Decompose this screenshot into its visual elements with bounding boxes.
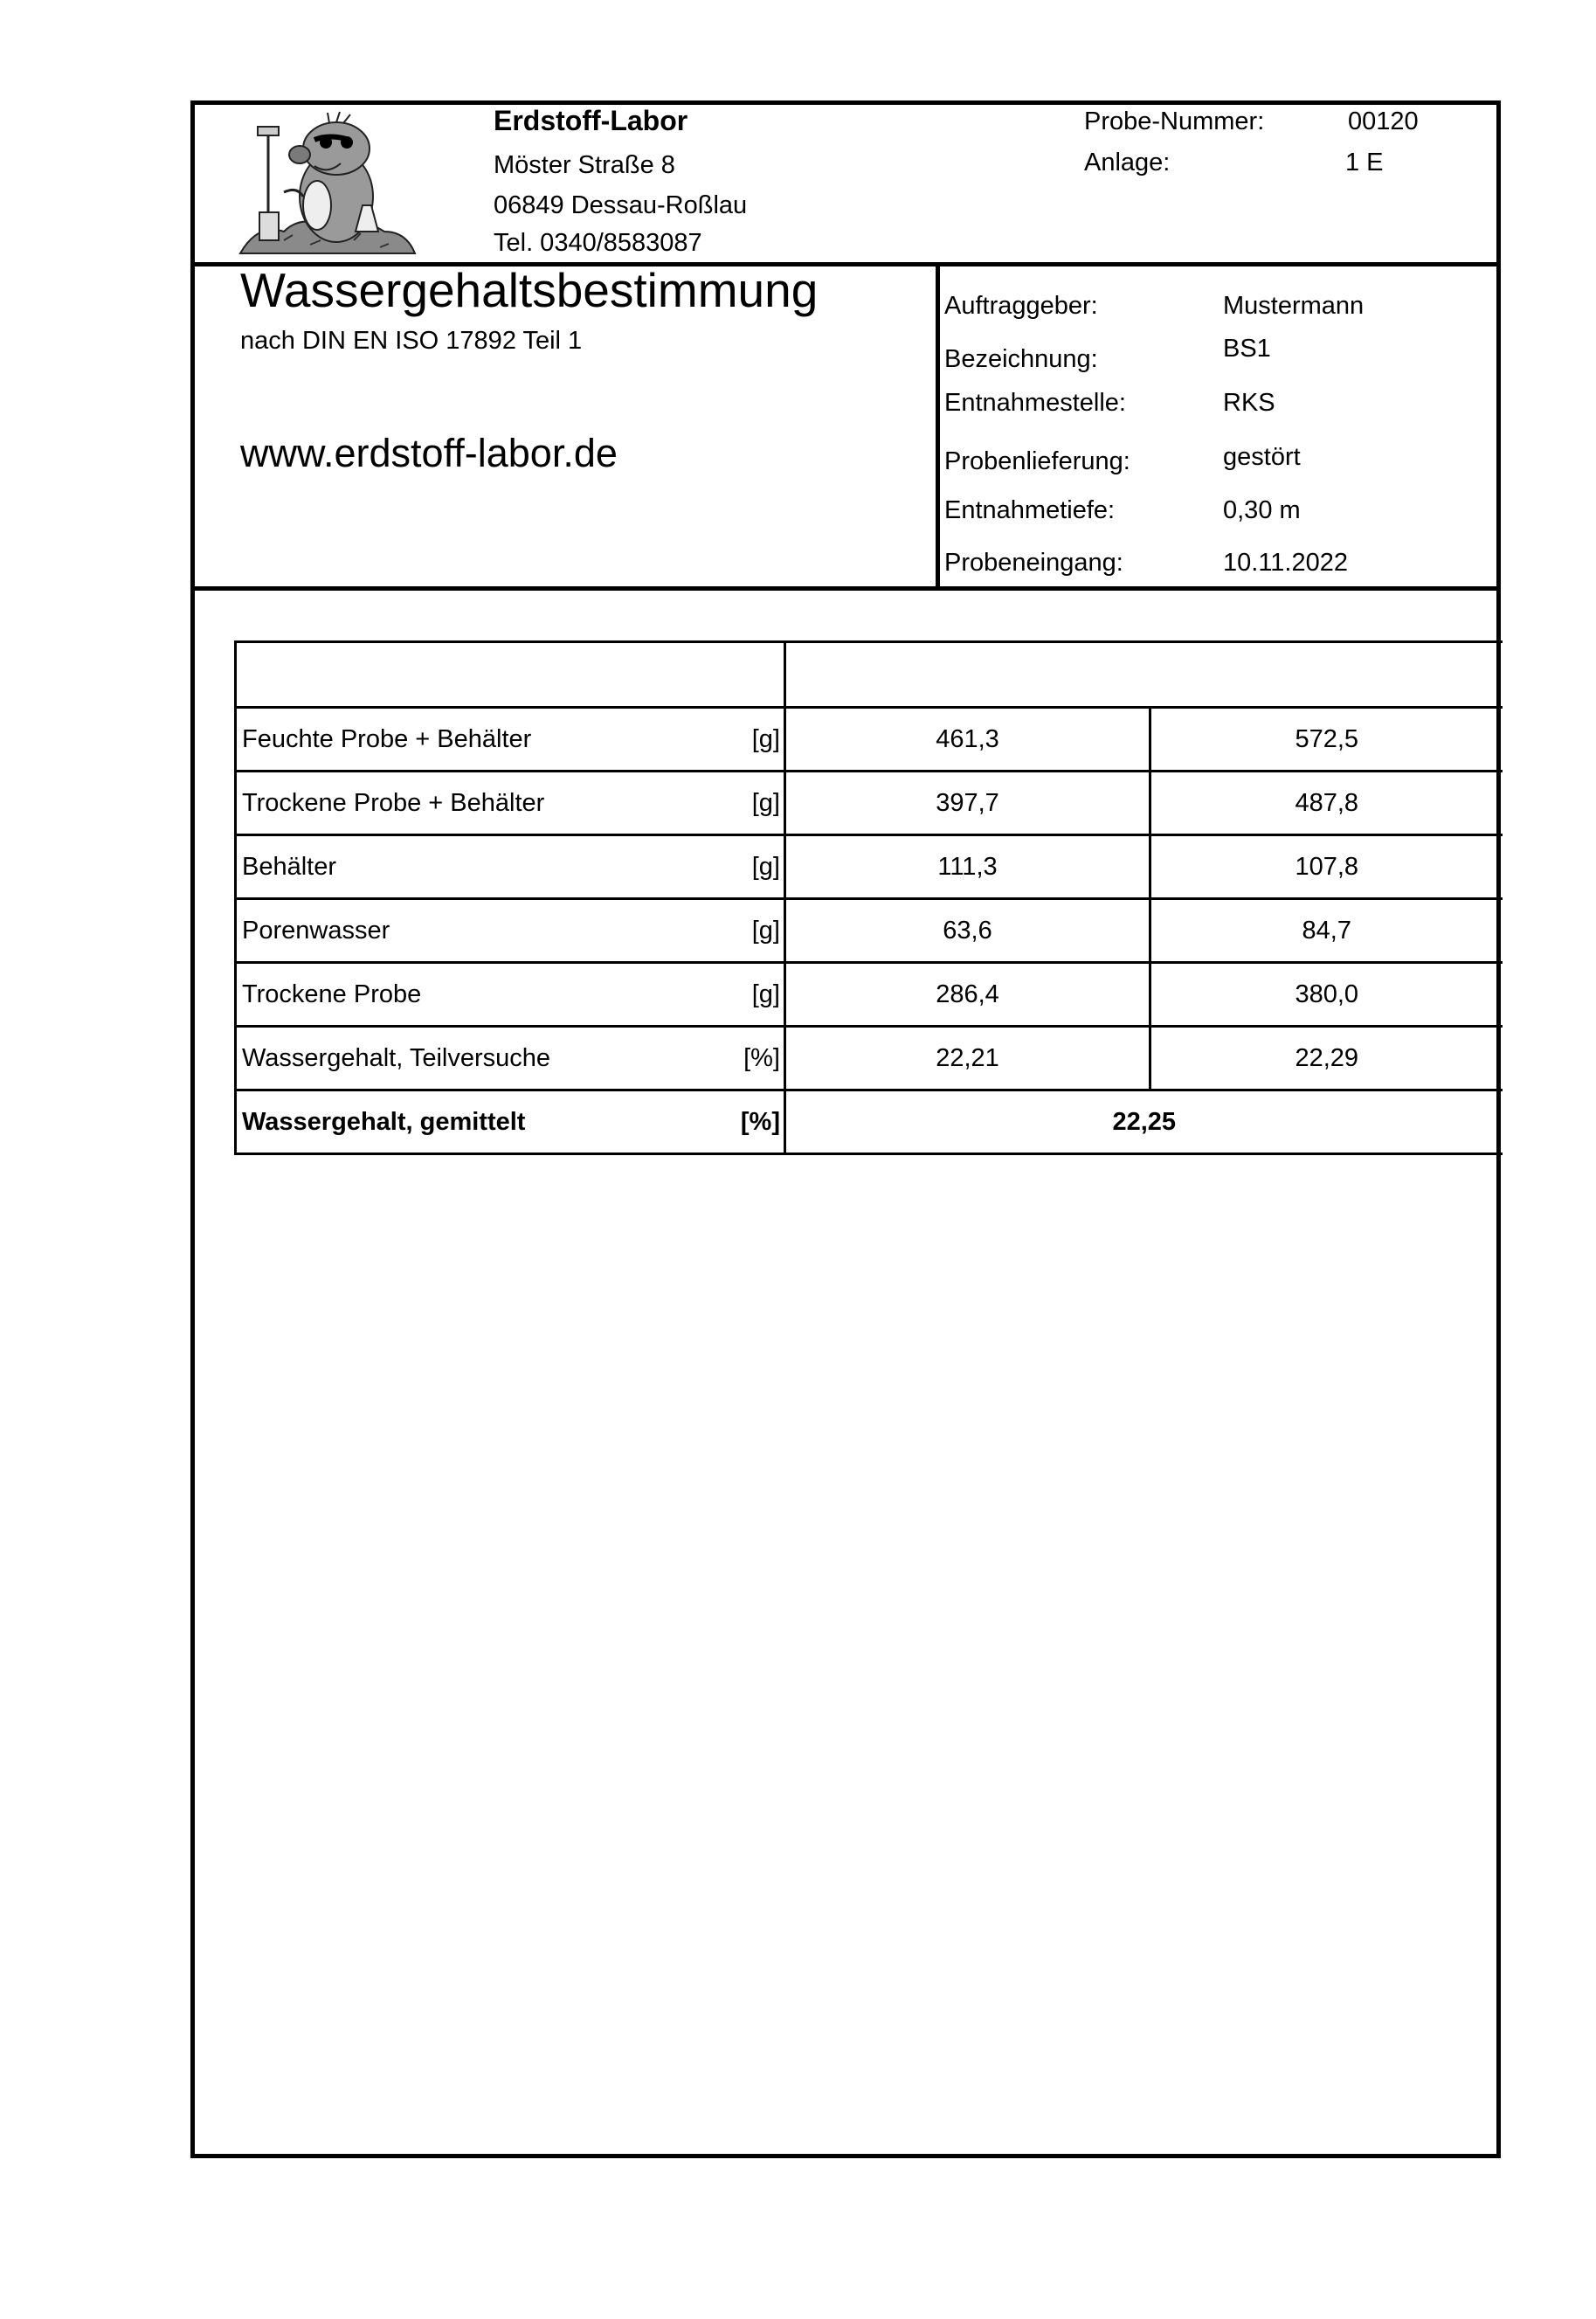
row-unit: [g] [751,724,780,753]
receipt-date-label: Probeneingang: [944,549,1123,577]
row-label: Behälter [242,852,337,881]
designation-label: Bezeichnung: [944,345,1098,373]
mole-logo-icon [231,109,419,258]
mean-row [236,1090,1503,1154]
row-label: Trockene Probe + Behälter [242,788,545,817]
info-column-divider [936,262,940,590]
table-row [236,708,1503,772]
lab-phone: Tel. 0340/8583087 [494,229,702,257]
lab-street: Möster Straße 8 [494,151,675,179]
row-value-2: 107,8 [1150,835,1503,899]
row-value-1: 286,4 [785,963,1150,1027]
table-header-row [236,642,1503,708]
row-value-1: 397,7 [785,772,1150,835]
table-row [236,835,1503,899]
designation-value: BS1 [1223,335,1271,363]
client-value: Mustermann [1223,292,1365,320]
table-row [236,772,1503,835]
mean-unit: [%] [740,1107,780,1136]
document-title: Wassergehaltsbestimmung [240,263,819,317]
row-value-2: 487,8 [1150,772,1503,835]
row-value-2: 84,7 [1150,899,1503,963]
client-label: Auftraggeber: [944,292,1098,320]
sample-delivery-value: gestört [1223,443,1301,471]
lab-city: 06849 Dessau-Roßlau [494,191,748,219]
attachment-value: 1 E [1345,149,1384,177]
sample-number-value: 00120 [1348,107,1419,135]
row-unit: [g] [751,980,780,1008]
mean-value: 22,25 [785,1090,1503,1154]
row-label: Wassergehalt, Teilversuche [242,1043,550,1072]
row-unit: [g] [751,852,780,881]
website-url: www.erdstoff-labor.de [240,431,618,475]
lab-name: Erdstoff-Labor [494,105,688,136]
row-value-2: 22,29 [1150,1027,1503,1090]
standard-reference: nach DIN EN ISO 17892 Teil 1 [240,327,583,355]
attachment-label: Anlage: [1084,149,1171,177]
table-header-values [785,642,1503,708]
receipt-date-value: 10.11.2022 [1223,549,1348,577]
sampling-depth-value: 0,30 m [1223,496,1301,524]
sample-number-label: Probe-Nummer: [1084,107,1265,135]
row-value-1: 22,21 [785,1027,1150,1090]
water-content-table [234,640,1503,1155]
row-value-2: 572,5 [1150,708,1503,772]
sampling-depth-label: Entnahmetiefe: [944,496,1116,524]
row-value-1: 461,3 [785,708,1150,772]
info-divider [190,586,1501,591]
table-row [236,963,1503,1027]
row-label: Porenwasser [242,916,390,945]
sampling-point-value: RKS [1223,389,1275,417]
row-unit: [g] [751,916,780,945]
row-value-2: 380,0 [1150,963,1503,1027]
sampling-point-label: Entnahmestelle: [944,389,1126,417]
row-value-1: 63,6 [785,899,1150,963]
table-row [236,1027,1503,1090]
row-label: Trockene Probe [242,980,422,1008]
row-value-1: 111,3 [785,835,1150,899]
row-unit: [g] [751,788,780,817]
row-unit: [%] [743,1043,780,1072]
table-row [236,899,1503,963]
table-header-empty [236,642,785,708]
mean-label: Wassergehalt, gemittelt [242,1107,526,1136]
row-label: Feuchte Probe + Behälter [242,724,532,753]
sample-delivery-label: Probenlieferung: [944,447,1130,475]
